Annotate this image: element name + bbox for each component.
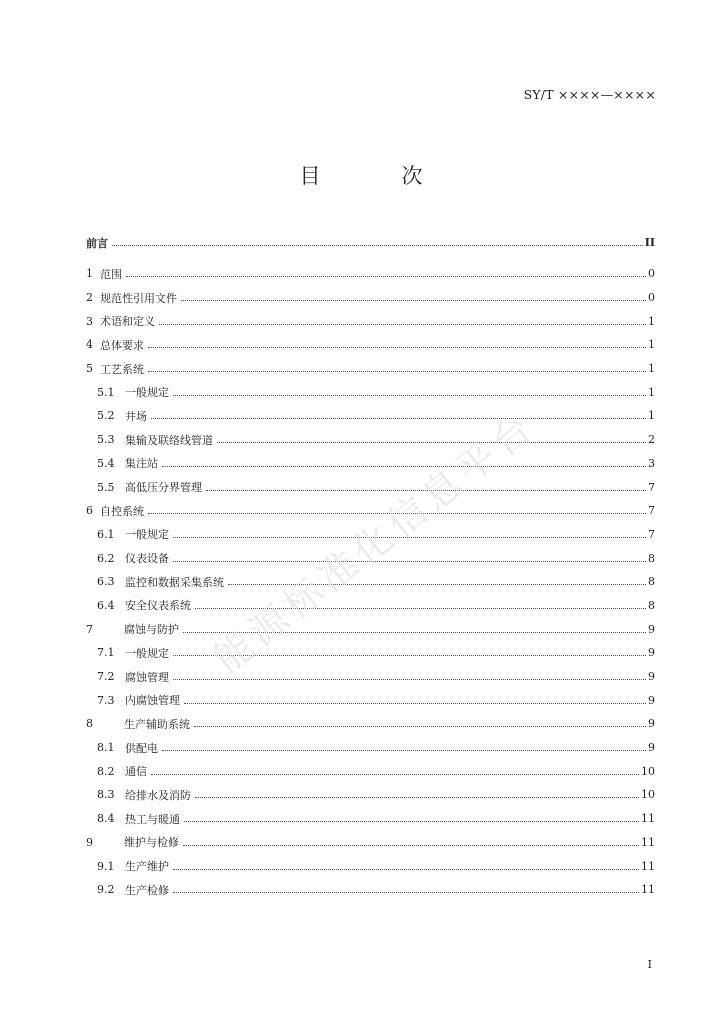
toc-leader-dots [181,300,646,301]
toc-entry-5-3[interactable] [86,428,655,452]
toc-entry-page: 8 [648,598,655,612]
toc-entry-5-2[interactable] [86,404,655,428]
toc-entry-page: II [644,236,655,250]
toc-entry-page: 11 [641,883,655,897]
toc-entry-page: 9 [648,693,655,707]
toc-leader-dots [228,584,646,585]
toc-entry-label: 通信 [125,765,147,779]
toc-entry-label: 仪表设备 [125,552,169,566]
toc-entry-label: 内腐蚀管理 [125,694,180,708]
toc-entry-number: 6.2 [97,551,115,565]
toc-entry-number: 9 [86,835,93,849]
toc-entry-9[interactable] [86,830,655,854]
toc-entry-page: 0 [648,291,655,305]
toc-entry-8-4[interactable] [86,807,655,831]
toc-entry-page: 11 [641,812,655,826]
toc-entry-number: 7.1 [97,646,115,660]
toc-entry-page: 7 [648,480,655,494]
toc-entry-label: 热工与暖通 [125,812,180,826]
toc-entry-number: 5.4 [97,456,115,470]
toc-leader-dots [151,418,646,419]
toc-entry-page: 9 [648,646,655,660]
toc-entry-page: 2 [648,433,655,447]
toc-entry-label: 一般规定 [125,528,169,542]
toc-entry-8[interactable] [86,712,655,736]
toc-entry-page: 9 [648,622,655,636]
toc-entry-number: 3 [86,314,93,328]
toc-entry-label: 生产检修 [125,883,169,897]
toc-entry-label: 自控系统 [100,504,144,518]
toc-entry-label: 井场 [125,409,147,423]
toc-entry-page: 1 [648,385,655,399]
toc-leader-dots [195,608,646,609]
toc-entry-8-1[interactable] [86,736,655,760]
toc-leader-dots [173,395,646,396]
toc-entry-8-3[interactable] [86,783,655,807]
toc-entry-5-4[interactable] [86,451,655,475]
toc-leader-dots [173,537,646,538]
toc-entry-6-2[interactable] [86,546,655,570]
toc-leader-dots [148,371,646,372]
toc-entry-label: 腐蚀管理 [125,670,169,684]
toc-entry-label: 给排水及消防 [125,788,191,802]
watermark: 能源标准化信息平台 [205,403,545,682]
toc-leader-dots [184,703,646,704]
toc-entry-label: 规范性引用文件 [100,291,177,305]
toc-leader-dots [217,442,646,443]
toc-entry-number: 9.2 [97,883,115,897]
toc-entry-number: 5.5 [97,480,115,494]
toc-leader-dots [151,774,639,775]
toc-entry-number: 7 [86,622,93,636]
toc-entry-label: 供配电 [125,741,158,755]
toc-entry-number: 6.4 [97,598,115,612]
toc-entry-7-2[interactable] [86,665,655,689]
toc-entry-page: 7 [648,504,655,518]
toc-entry-label: 腐蚀与防护 [124,623,179,637]
toc-leader-dots [195,797,639,798]
toc-entry-5-1[interactable] [86,380,655,404]
toc-leader-dots [173,869,639,870]
toc-leader-dots [173,561,646,562]
toc-entry-page: 3 [648,456,655,470]
toc-leader-dots [162,750,646,751]
toc-entry-label: 一般规定 [125,386,169,400]
toc-entry-label: 前言 [86,236,108,250]
toc-entry-2[interactable] [86,286,655,310]
toc-entry-label: 工艺系统 [100,362,144,376]
footer-page-number: I [647,958,652,971]
toc-entry-page: 1 [648,338,655,352]
toc-entry-label: 总体要求 [100,338,144,352]
toc-entry-label: 安全仪表系统 [125,599,191,613]
toc-entry-number: 2 [86,291,93,305]
toc-entry-5-5[interactable] [86,475,655,499]
toc-leader-dots [148,513,646,514]
toc-entry-number: 7.2 [97,670,115,684]
toc-entry-number: 5.3 [97,433,115,447]
toc-leader-dots [112,245,643,246]
toc-entry-page: 1 [648,362,655,376]
toc-entry-page: 10 [641,788,655,802]
toc-leader-dots [159,324,646,325]
toc-entry-number: 8.4 [97,812,115,826]
toc-entry-7-1[interactable] [86,641,655,665]
toc-entry-6-3[interactable] [86,570,655,594]
toc-leader-dots [173,655,646,656]
toc-entry-label: 高低压分界管理 [125,481,202,495]
page-title: 目 次 [299,164,453,188]
toc-entry-page: 1 [648,314,655,328]
toc-leader-dots [173,892,639,893]
toc-entry-page: 11 [641,859,655,873]
toc-entry-3[interactable] [86,309,655,333]
toc-entry-number: 8.3 [97,788,115,802]
toc-entry-page: 9 [648,717,655,731]
toc-entry-page: 11 [641,835,655,849]
toc-entry-label: 生产辅助系统 [124,717,190,731]
toc-leader-dots [206,490,646,491]
toc-entry-number: 5.2 [97,409,115,423]
toc-entry-number: 8.2 [97,764,115,778]
toc-entry-6-1[interactable] [86,523,655,547]
toc-entry-4[interactable] [86,333,655,357]
toc-entry-page: 1 [648,409,655,423]
toc-leader-dots [183,632,646,633]
toc-leader-dots [173,679,646,680]
toc-entry-6-4[interactable] [86,594,655,618]
toc-entry-number: 4 [86,338,93,352]
toc-entry-5[interactable] [86,357,655,381]
toc-entry-7[interactable] [86,617,655,641]
toc-leader-dots [194,726,646,727]
toc-entry-label: 集注站 [125,457,158,471]
toc-leader-dots [183,845,639,846]
toc-entry-7-3[interactable] [86,688,655,712]
toc-entry-label: 生产维护 [125,860,169,874]
toc-entry-page: 8 [648,575,655,589]
toc-entry-8-2[interactable] [86,759,655,783]
standard-code: SY/T ××××—×××× [523,87,656,102]
toc-entry-number: 5.1 [97,385,115,399]
toc-leader-dots [148,347,646,348]
toc-entry-number: 8.1 [97,741,115,755]
toc-entry-page: 9 [648,741,655,755]
toc-entry-number: 1 [86,267,93,281]
toc-leader-dots [126,276,646,277]
toc-leader-dots [162,466,646,467]
toc-entry-number: 7.3 [97,693,115,707]
toc-entry-label: 监控和数据采集系统 [125,575,224,589]
toc-entry-number: 9.1 [97,859,115,873]
toc-entry-page: 9 [648,670,655,684]
toc-entry-number: 6 [86,504,93,518]
toc-entry-page: 7 [648,527,655,541]
toc-entry-number: 5 [86,362,93,376]
toc-entry-foreword[interactable] [86,231,655,255]
toc-entry-label: 一般规定 [125,646,169,660]
toc-leader-dots [184,821,639,822]
toc-entry-9-2[interactable] [86,878,655,902]
toc-entry-page: 10 [641,764,655,778]
toc-entry-number: 6.1 [97,527,115,541]
toc-entry-label: 术语和定义 [100,315,155,329]
toc-entry-label: 维护与检修 [124,836,179,850]
toc-entry-1[interactable] [86,262,655,286]
toc-entry-page: 8 [648,551,655,565]
toc-entry-6[interactable] [86,499,655,523]
toc-entry-page: 0 [648,267,655,281]
toc-entry-label: 范围 [100,267,122,281]
table-of-contents [86,231,655,902]
toc-entry-9-1[interactable] [86,854,655,878]
toc-entry-label: 集输及联络线管道 [125,433,213,447]
toc-entry-number: 8 [86,717,93,731]
toc-entry-number: 6.3 [97,575,115,589]
